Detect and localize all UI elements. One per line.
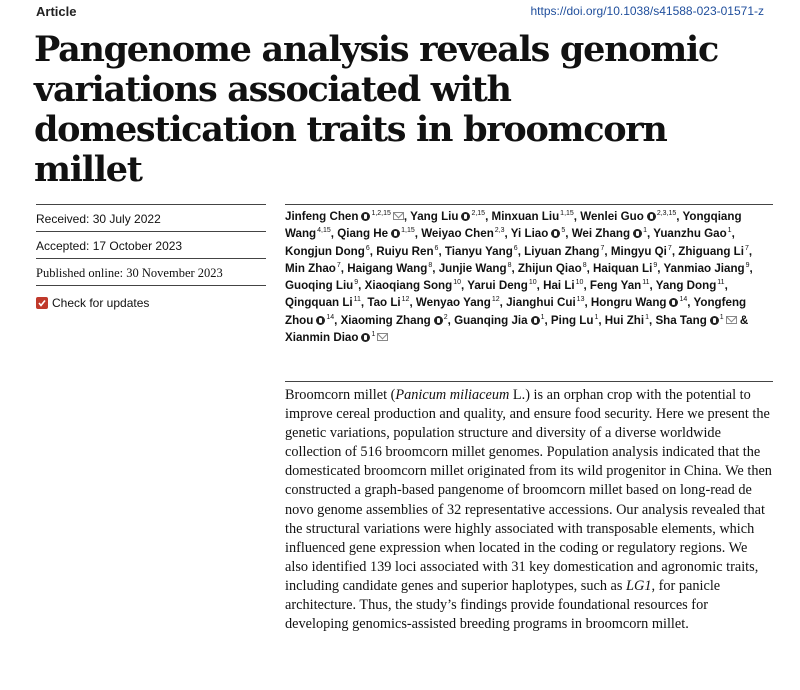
- affiliation-numbers: 8: [428, 261, 433, 269]
- author-name: Hai Li: [543, 279, 575, 293]
- abstract-text: [285, 386, 773, 634]
- affiliation-numbers: 6: [513, 244, 518, 252]
- author[interactable]: [416, 296, 500, 309]
- received-date: Received: 30 July 2022: [36, 204, 266, 231]
- author-name: Kongjun Dong: [285, 244, 365, 258]
- author-name: Yanmiao Jiang: [663, 261, 745, 275]
- affiliation-numbers: 9: [354, 279, 359, 287]
- affiliation-numbers: 4,15: [317, 227, 331, 235]
- author[interactable]: [439, 262, 512, 275]
- author[interactable]: [580, 210, 676, 223]
- author-name: Yuanzhu Gao: [653, 227, 727, 241]
- affiliation-numbers: 1: [727, 227, 732, 235]
- author[interactable]: [285, 279, 358, 292]
- author[interactable]: [367, 296, 409, 309]
- affiliation-numbers: 12: [491, 296, 500, 304]
- affiliation-numbers: 11: [353, 296, 361, 304]
- orcid-icon[interactable]: [647, 212, 656, 221]
- affiliation-numbers: 9: [653, 261, 658, 269]
- author-name: Ruiyu Ren: [376, 244, 434, 258]
- email-icon[interactable]: [393, 212, 404, 220]
- affiliation-numbers: 6: [434, 244, 439, 252]
- affiliation-numbers: 13: [576, 296, 585, 304]
- affiliation-numbers: 12: [401, 296, 410, 304]
- author-name: Wenlei Guo: [580, 210, 644, 223]
- affiliation-numbers: 1: [719, 313, 724, 321]
- orcid-icon[interactable]: [361, 333, 370, 342]
- orcid-icon[interactable]: [391, 229, 400, 238]
- article-dates: [36, 204, 266, 312]
- author[interactable]: [467, 279, 536, 292]
- affiliation-numbers: 2,15: [471, 210, 486, 217]
- author-name: Qingquan Li: [285, 296, 353, 310]
- check-for-updates-label: Check for updates: [52, 295, 150, 310]
- author-name: Jianghui Cui: [506, 296, 576, 310]
- author-name: Minxuan Liu: [491, 210, 560, 223]
- author[interactable]: [337, 227, 415, 240]
- orcid-icon[interactable]: [551, 229, 560, 238]
- abstract-part-3: , for panicle architecture. Thus, the study’s findings provide foundational resources for developing genomics-assisted breeding programs in broomcorn millet.: [285, 577, 721, 633]
- affiliation-numbers: 1,2,15: [371, 210, 391, 217]
- author-name: Tao Li: [367, 296, 401, 310]
- authors-divider: [285, 204, 773, 205]
- check-updates-icon: [36, 297, 48, 309]
- article-type-label: Article: [36, 4, 77, 19]
- affiliation-numbers: 2: [443, 313, 448, 321]
- affiliation-numbers: 14: [326, 313, 335, 321]
- author[interactable]: [285, 262, 341, 275]
- gene-name: LG1: [626, 577, 652, 594]
- affiliation-numbers: 2,3,15: [656, 210, 677, 217]
- author-name: Guanqing Jia: [454, 313, 528, 327]
- author-name: Yarui Deng: [467, 279, 528, 293]
- author[interactable]: [593, 262, 657, 275]
- author[interactable]: [591, 296, 687, 309]
- author-name: Guoqing Liu: [285, 279, 354, 293]
- email-icon[interactable]: [726, 316, 737, 324]
- author-name: Xianmin Diao: [285, 331, 359, 345]
- author-name: Wenyao Yang: [415, 296, 491, 310]
- affiliation-numbers: 1: [594, 313, 599, 321]
- published-date: Published online: 30 November 2023: [36, 258, 266, 285]
- affiliation-numbers: 7: [336, 261, 341, 269]
- affiliation-numbers: 1: [371, 331, 376, 339]
- author-name: Xiaoqiang Song: [364, 279, 453, 293]
- author-name: Jinfeng Chen: [285, 210, 359, 223]
- abstract-part-2: L.) is an orphan crop with the potential to improve cereal production and quality, and ensure food security. Here we present the genetic variations, population structure and diversity of a diverse worldwide collection of 516 broomcorn millet genomes. Population analysis indicated that the domesticated broomcorn millet originated from its wild progenitor in China. We then constructed a graph-based pangenome of broomcorn millet based on long-read de novo genome assemblies of 32 representative accessions. Our analysis revealed that the structural variations were highly associated with transposable elements, which influenced gene expression when located in the coding or regulatory regions. We also identified 139 loci associated with 31 key domestication and agronomic traits, including candidate genes and superior haplotypes, such as: [285, 387, 772, 594]
- author[interactable]: [611, 245, 672, 258]
- author-list: Jinfeng Chen $^{1,2,15}$ , Yang Liu $^{2,15}$, Minxuan Liu$^{1,15}$, Wenlei Guo $^{2,3,15}$, Yongqiang Wang$^{4,15}$, Qiang He $^{1,15}$, Weiyao Chen$^{2,3}$, Yi Liao $^5$, Wei Zhang $^1$, Yuanzhu Gao$^1$, Kongjun Dong$^6$, Ruiyu Ren$^6$, Tianyu Yang$^6$, Liyuan Zhang$^7$, Mingyu Qi$^7$, Zhiguang Li$^7$, Min Zhao$^7$, Haigang Wang$^8$, Junjie Wang$^8$, Zhijun Qiao$^8$, Haiquan Li$^9$, Yanmiao Jiang$^9$, Guoqing Liu$^9$, Xiaoqiang Song$^{10}$, Yarui Deng$^{10}$, Hai Li$^{10}$, Feng Yan$^{11}$, Yang Dong$^{11}$, Qingquan Li$^{11}$, Tao Li$^{12}$, Wenyao Yang$^{12}$, Jianghui Cui$^{13}$, Hongru Wang $^{14}$, Yongfeng Zhou $^{14}$, Xiaoming Zhang $^2$, Guanqing Jia $^1$, Ping Lu$^1$, Hui Zhi$^1$, Sha Tang $^1$ & Xianmin Diao $^1$: [285, 210, 753, 345]
- doi-link[interactable]: https://doi.org/10.1038/s41588-023-01571-z: [530, 4, 764, 18]
- author[interactable]: [285, 245, 370, 258]
- orcid-icon[interactable]: [316, 316, 325, 325]
- affiliation-numbers: 1: [643, 227, 647, 235]
- orcid-icon[interactable]: [434, 316, 443, 325]
- author[interactable]: [506, 296, 584, 309]
- affiliation-numbers: 10: [453, 279, 462, 287]
- orcid-icon[interactable]: [461, 212, 470, 221]
- author-name: Zhijun Qiao: [517, 261, 582, 275]
- author[interactable]: [492, 210, 574, 223]
- affiliation-numbers: 1: [645, 313, 649, 321]
- species-name: Panicum miliaceum: [395, 387, 510, 403]
- author-name: Junjie Wang: [438, 261, 507, 275]
- author-name: Liyuan Zhang: [524, 244, 600, 258]
- affiliation-numbers: 14: [679, 296, 688, 304]
- affiliation-numbers: 10: [528, 279, 537, 287]
- author-name: Mingyu Qi: [610, 244, 667, 258]
- author[interactable]: [543, 279, 583, 292]
- author-name: Qiang He: [337, 227, 389, 241]
- affiliation-numbers: 6: [365, 244, 370, 252]
- author-name: Hui Zhi: [604, 313, 645, 327]
- author[interactable]: [341, 314, 448, 327]
- author-name: Sha Tang: [655, 313, 707, 327]
- author-name: Min Zhao: [285, 261, 336, 275]
- author[interactable]: [590, 279, 650, 292]
- author[interactable]: [347, 262, 432, 275]
- author[interactable]: [551, 314, 598, 327]
- author-name: Xiaoming Zhang: [340, 313, 431, 327]
- author-name: Yang Dong: [655, 279, 717, 293]
- author[interactable]: [678, 245, 749, 258]
- email-icon[interactable]: [377, 333, 388, 341]
- author-name: Weiyao Chen: [421, 227, 494, 241]
- author-name: Zhiguang Li: [678, 244, 744, 258]
- author[interactable]: [653, 227, 731, 240]
- affiliation-numbers: 9: [745, 261, 750, 269]
- author[interactable]: [511, 227, 565, 240]
- affiliation-numbers: 2,3: [494, 227, 505, 235]
- author-name: Haigang Wang: [347, 261, 428, 275]
- orcid-icon[interactable]: [361, 212, 370, 221]
- affiliation-numbers: 10: [575, 279, 584, 287]
- author[interactable]: [445, 245, 518, 258]
- article-title: Pangenome analysis reveals genomic variations associated with domestication traits in broomcorn millet: [34, 29, 718, 190]
- author-name: Yang Liu: [410, 210, 459, 223]
- author[interactable]: [655, 314, 736, 327]
- author-name: Yongqiang Wang: [285, 210, 742, 241]
- author-name: Haiquan Li: [593, 261, 653, 275]
- author[interactable]: [376, 245, 438, 258]
- affiliation-numbers: 11: [642, 279, 650, 287]
- author[interactable]: [285, 296, 361, 309]
- author-name: Ping Lu: [550, 313, 594, 327]
- accepted-date: Accepted: 17 October 2023: [36, 231, 266, 258]
- author[interactable]: [365, 279, 461, 292]
- affiliation-numbers: 7: [744, 244, 749, 252]
- author-name: Wei Zhang: [571, 227, 631, 241]
- author-name: Yongfeng Zhou: [285, 296, 747, 327]
- abstract-divider: [285, 381, 773, 382]
- orcid-icon[interactable]: [531, 316, 540, 325]
- author[interactable]: [518, 262, 587, 275]
- abstract: [285, 386, 773, 634]
- affiliation-numbers: 1,15: [401, 227, 415, 235]
- author[interactable]: [410, 210, 485, 223]
- orcid-icon[interactable]: [669, 298, 678, 307]
- affiliation-numbers: 7: [600, 244, 605, 252]
- author[interactable]: [663, 262, 749, 275]
- author[interactable]: [524, 245, 604, 258]
- author[interactable]: [656, 279, 725, 292]
- author-name: Yi Liao: [510, 227, 549, 241]
- affiliation-numbers: 1: [540, 313, 545, 321]
- affiliation-numbers: 8: [507, 261, 512, 269]
- orcid-icon[interactable]: [710, 316, 719, 325]
- affiliation-numbers: 7: [667, 244, 672, 252]
- author[interactable]: [605, 314, 649, 327]
- abstract-part-1: Broomcorn millet (: [285, 387, 396, 403]
- affiliation-numbers: 5: [561, 227, 566, 235]
- affiliation-numbers: 1,15: [560, 210, 574, 217]
- author[interactable]: [285, 331, 388, 344]
- author[interactable]: [572, 227, 647, 240]
- author-name: Feng Yan: [589, 279, 642, 293]
- affiliation-numbers: 8: [582, 261, 587, 269]
- author-name: Tianyu Yang: [444, 244, 513, 258]
- affiliation-numbers: 11: [717, 279, 725, 287]
- author[interactable]: [421, 227, 504, 240]
- author-name: Hongru Wang: [590, 296, 667, 310]
- author[interactable]: [285, 210, 404, 223]
- author[interactable]: [454, 314, 544, 327]
- orcid-icon[interactable]: [633, 229, 642, 238]
- check-for-updates-button[interactable]: [36, 285, 266, 312]
